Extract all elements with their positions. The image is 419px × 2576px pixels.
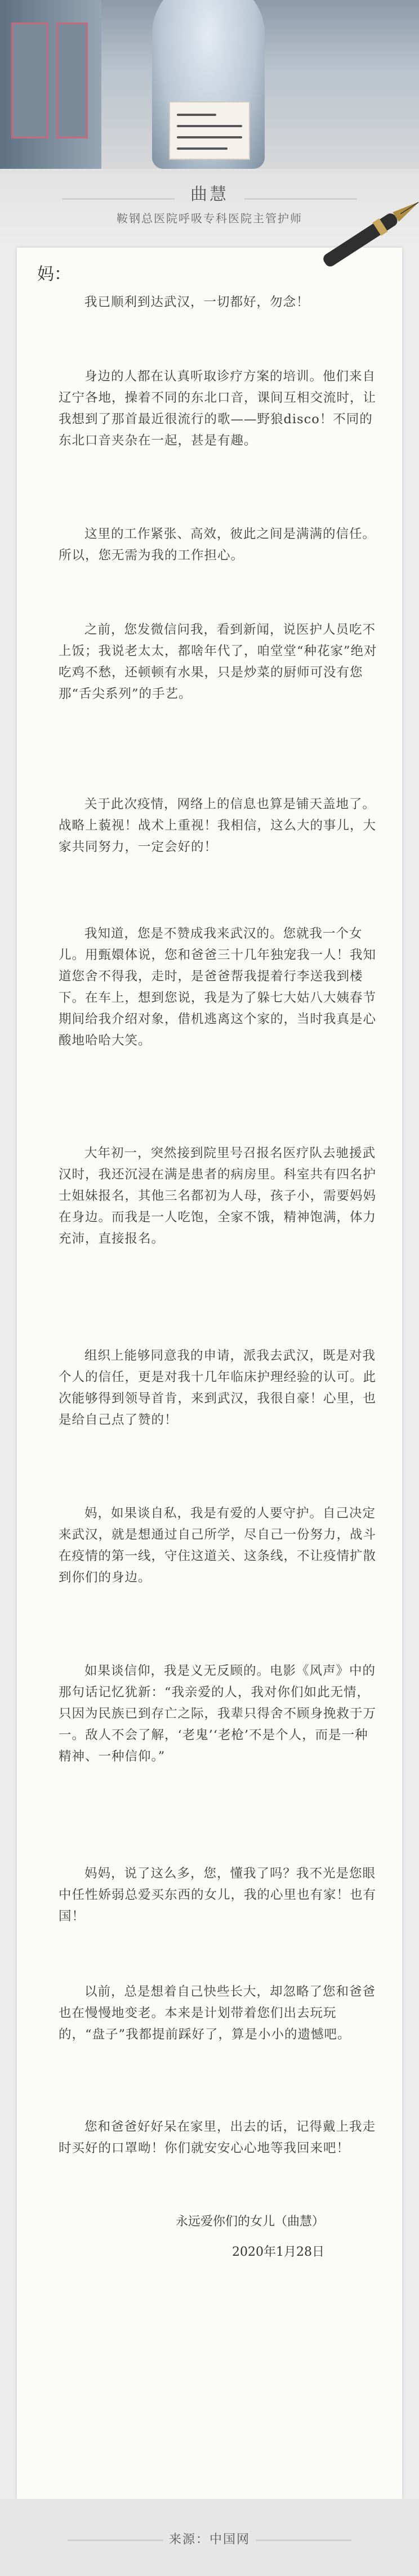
letter-greeting: 妈： xyxy=(37,265,71,284)
author-role: 鞍钢总医院呼吸专科医院主管护师 xyxy=(117,212,302,225)
letter-paragraph: 妈，如果谈自私，我是有爱的人要守护。自己决定来武汉，就是想通过自己所学，尽自己一份努力，战斗在疫情的第一线，守住这道关、这条线，不让疫情扩散到你们的身边。 xyxy=(59,1506,377,1585)
letter-paragraph: 您和爸爸好好呆在家里，出去的话，记得戴上我走时买好的口罩呦！你们就安安心心地等我回来吧！ xyxy=(59,2120,376,2156)
letter-paragraph: 妈妈，说了这么多，您，懂我了吗？我不光是您眼中任性娇弱总爱买东西的女儿，我的心里也有家！也有国！ xyxy=(59,1866,377,1924)
letter-paragraph: 大年初一，突然接到院里号召报名医疗队去驰援武汉时，我还沉浸在满是患者的病房里。科室共有四名护士姐妹报名，其他三名都初为人母，孩子小，需要妈妈在身边。而我是一人吃饱，全家不饿，精神饱满，体力充沛，直接报名。 xyxy=(59,1146,377,1246)
letter-paragraph: 我已顺利到达武汉，一切都好，勿念！ xyxy=(84,295,310,310)
letter-paragraph: 身边的人都在认真听取诊疗方案的培训。他们来自辽宁各地，操着不同的东北口音，课间互相交流时，让我想到了那首最近很流行的歌——野狼disco！不同的东北口音夹杂在一起，甚是有趣。 xyxy=(59,369,377,448)
letter-paragraph: 如果谈信仰，我是义无反顾的。电影《风声》中的那句话记忆犹新：“我亲爱的人，我对你们如此无情，只因为民族已到存亡之际，我辈只得舍不顾身挽救于万一。敌人不会了解，‘老鬼’‘老枪’不是个人，而是一种精神、一种信仰。” xyxy=(59,1664,377,1764)
author-name: 曲慧 xyxy=(190,185,229,204)
letter-paragraph: 之前，您发微信问我，看到新闻，说医护人员吃不上饭；我说老太太，都啥年代了，咱堂堂“种花家”绝对吃鸡不愁，还顿顿有水果，只是炒菜的厨师可没有您那“舌尖系列”的手艺。 xyxy=(59,622,377,701)
letter-paragraph: 这里的工作紧张、高效，彼此之间是满满的信任。所以，您无需为我的工作担心。 xyxy=(59,527,376,563)
source-credit: 来源：中国网 xyxy=(168,2533,250,2547)
corridor-door xyxy=(56,23,88,138)
header-photo xyxy=(0,0,419,169)
letter-paragraph: 我知道，您是不赞成我来武汉的。您就我一个女儿。用甄嬛体说，您和爸爸三十几年独宠我一人！我知道您舍不得我，走时，是爸爸帮我提着行李送我到楼下。在车上，想到您说，我是为了躲七大姑八大姨春节期间给我介绍对象，借机逃离这个家的，当时我真是心酸地哈哈大笑。 xyxy=(59,926,377,1048)
handwritten-sign xyxy=(169,101,250,160)
letter-signature: 永远爱你们的女儿（曲慧） xyxy=(175,2215,324,2229)
letter-date: 2020年1月28日 xyxy=(232,2245,324,2259)
letter-paragraph: 以前，总是想着自己快些长大，却忽略了您和爸爸也在慢慢地变老。本来是计划带着您们出去玩玩的，“盘子”我都提前踩好了，算是小小的遗憾吧。 xyxy=(59,1984,376,2042)
letter-paragraph: 组织上能够同意我的申请，派我去武汉，既是对我个人的信任，更是对我十几年临床护理经验的认可。此次能够得到领导首肯，来到武汉，我很自豪！心里，也是给自己点了赞的！ xyxy=(59,1349,377,1427)
corridor-door xyxy=(11,23,48,138)
letter-paragraph: 关于此次疫情，网络上的信息也算是铺天盖地了。战略上藐视！战术上重视！我相信，这么大的事儿，大家共同努力，一定会好的！ xyxy=(59,797,377,854)
